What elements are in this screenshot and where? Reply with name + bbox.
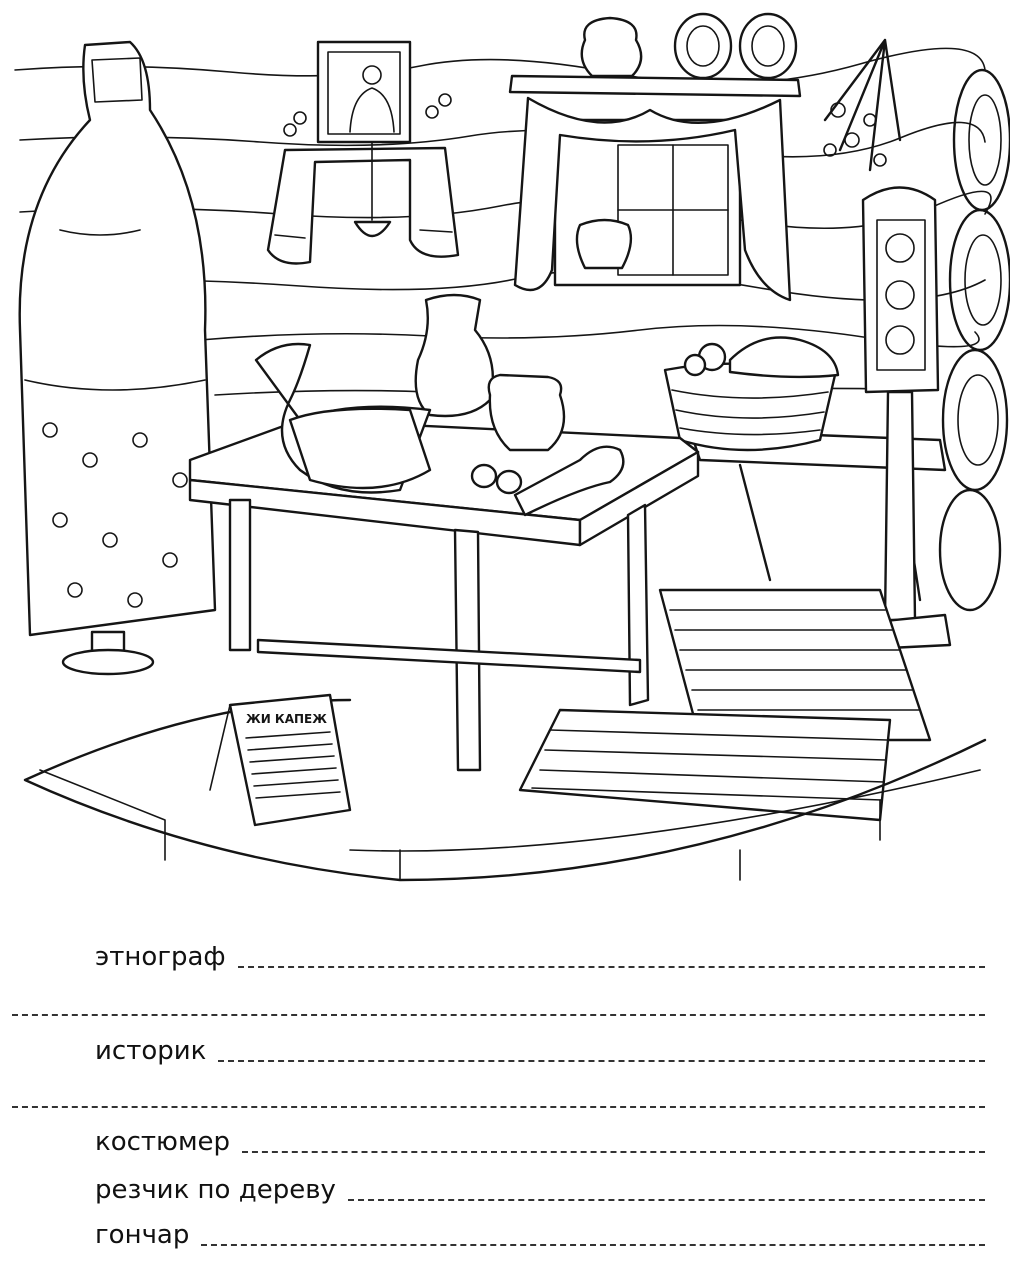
label-ethnographer: этнограф: [95, 942, 226, 972]
label-historian: историк: [95, 1036, 207, 1066]
answer-line-ethnographer[interactable]: [238, 966, 985, 968]
label-potter: гончар: [95, 1220, 190, 1250]
answer-row-ethnographer: [95, 942, 985, 972]
answer-line-woodcarver[interactable]: [348, 1199, 985, 1201]
answer-line-extra-2[interactable]: [12, 1106, 985, 1108]
sign-title: ЖИ КАПЕЖ: [246, 712, 327, 726]
answer-line-costumer[interactable]: [242, 1151, 985, 1153]
answer-row-costumer: [95, 1127, 985, 1157]
label-woodcarver: резчик по дереву: [95, 1175, 336, 1205]
answer-row-historian: [95, 1036, 985, 1066]
answer-line-historian[interactable]: [218, 1060, 985, 1062]
answer-row-potter: [95, 1220, 985, 1250]
label-costumer: костюмер: [95, 1127, 231, 1157]
answer-row-woodcarver: [95, 1175, 985, 1205]
answer-line-extra-1[interactable]: [12, 1014, 985, 1016]
answer-line-potter[interactable]: [201, 1244, 985, 1246]
